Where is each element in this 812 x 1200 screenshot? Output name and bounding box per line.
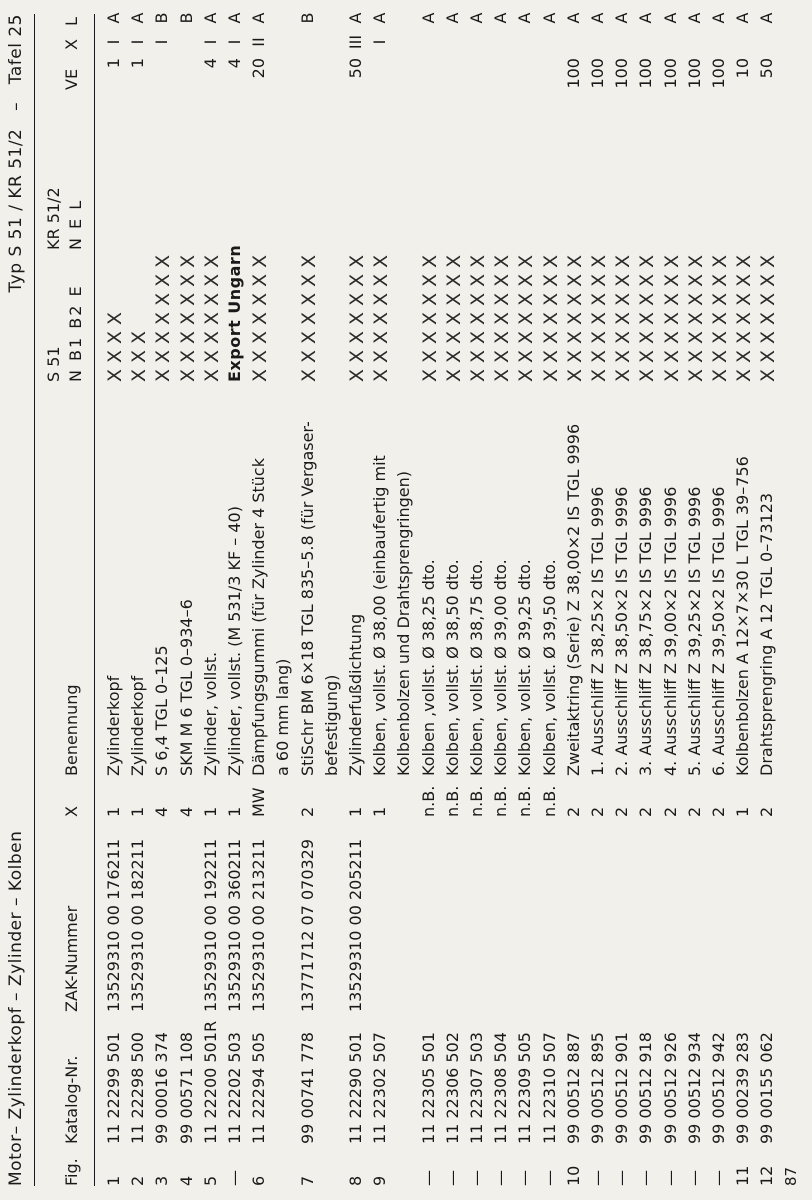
row-model-marks: XXXXXXX bbox=[636, 248, 659, 382]
row-qty: n.B. bbox=[442, 785, 462, 817]
row-benennung: 3. Ausschliff Z 38,75×2 IS TGL 9996 bbox=[636, 486, 656, 776]
row-qty: 1 bbox=[370, 806, 390, 817]
row-l: A bbox=[491, 12, 511, 24]
row-model-marks: XXXXXXX bbox=[491, 248, 514, 382]
row-benennung: 4. Ausschliff Z 39,00×2 IS TGL 9996 bbox=[660, 486, 680, 776]
table-row bbox=[709, 0, 731, 1200]
row-l: A bbox=[418, 12, 438, 24]
col-xmark: X bbox=[62, 39, 81, 50]
row-model-marks: XXXXXXX bbox=[370, 248, 393, 382]
row-l: A bbox=[588, 12, 607, 24]
table-row bbox=[564, 0, 586, 1200]
row-l: A bbox=[636, 12, 656, 24]
row-benennung: SKM M 6 TGL 0–934–6 bbox=[176, 599, 196, 776]
row-benennung: 1. Ausschliff Z 38,25×2 IS TGL 9996 bbox=[588, 486, 607, 776]
row-l: A bbox=[757, 12, 777, 24]
row-fig: 9 bbox=[370, 1175, 390, 1186]
row-fig: — bbox=[442, 1170, 462, 1186]
row-benennung: Kolben, vollst. Ø 38,50 dto. bbox=[442, 559, 462, 776]
col-zak: ZAK-Nummer bbox=[62, 905, 81, 1012]
row-ve: 100 bbox=[588, 58, 607, 89]
row-ve: 1 bbox=[104, 58, 123, 69]
row-katalog: 11 22290 501 bbox=[346, 1032, 365, 1144]
row-x: I bbox=[128, 39, 148, 45]
row-fig: — bbox=[491, 1170, 511, 1186]
row-fig: 2 bbox=[128, 1175, 148, 1186]
page-subtitle: Typ S 51 / KR 51/2 – Tafel 25 bbox=[6, 14, 26, 293]
row-qty: 4 bbox=[176, 806, 196, 817]
row-benennung: Zylinderkopf bbox=[104, 675, 123, 776]
row-benennung: Kolbenbolzen A 12×7×30 L TGL 39–756 bbox=[733, 456, 753, 776]
row-x: I bbox=[370, 39, 390, 45]
row-benennung: Zylinderfußdichtung bbox=[346, 613, 365, 776]
page-title: Motor– Zylinderkopf – Zylinder – Kolben bbox=[6, 830, 26, 1186]
row-model-marks: XXXXXXX bbox=[346, 248, 368, 382]
row-ve: 4 bbox=[225, 58, 244, 69]
table-row bbox=[491, 0, 513, 1200]
row-fig: 12 bbox=[757, 1165, 777, 1186]
row-katalog: 11 22294 505 bbox=[249, 1032, 269, 1144]
row-l: A bbox=[346, 12, 365, 24]
row-ve: 100 bbox=[563, 58, 583, 89]
row-qty: n.B. bbox=[491, 785, 511, 817]
row-katalog: 99 00571 108 bbox=[176, 1032, 196, 1144]
row-l: B bbox=[297, 12, 317, 24]
row-qty: 2 bbox=[684, 806, 704, 817]
row-zak: 13529310 00 360211 bbox=[225, 838, 244, 1012]
table-row bbox=[177, 0, 199, 1200]
row-model-marks: XXXXXXX bbox=[660, 248, 683, 382]
row-fig: — bbox=[709, 1170, 728, 1186]
row-katalog: 99 00512 895 bbox=[588, 1032, 607, 1144]
row-katalog: 99 00239 283 bbox=[733, 1032, 753, 1144]
row-l: A bbox=[128, 12, 148, 24]
row-benennung: Kolben, vollst. Ø 39,50 dto. bbox=[539, 559, 559, 776]
row-l: A bbox=[200, 12, 220, 24]
row-qty: 1 bbox=[128, 806, 148, 817]
table-row bbox=[612, 0, 634, 1200]
row-benennung: 2. Ausschliff Z 38,50×2 IS TGL 9996 bbox=[612, 486, 632, 776]
row-ve: 1 bbox=[128, 58, 148, 69]
row-katalog: 11 22305 501 bbox=[418, 1032, 438, 1144]
table-row bbox=[685, 0, 707, 1200]
row-katalog: 11 22299 501 bbox=[104, 1032, 123, 1144]
row-fig: 5 bbox=[200, 1175, 220, 1186]
row-l: A bbox=[733, 12, 753, 24]
row-l: A bbox=[684, 12, 704, 24]
row-model-marks: XXXXXXX bbox=[757, 248, 780, 382]
row-x: II bbox=[249, 37, 269, 47]
row-ve: 100 bbox=[612, 58, 632, 89]
table-row bbox=[540, 0, 562, 1200]
col-kr51: KR 51/2 bbox=[44, 187, 63, 250]
row-l: A bbox=[563, 12, 583, 24]
row-l: A bbox=[225, 12, 244, 24]
row-l: A bbox=[370, 12, 390, 24]
table-row bbox=[273, 0, 295, 1200]
table-row bbox=[104, 0, 126, 1200]
row-katalog: 11 22308 504 bbox=[491, 1032, 511, 1144]
row-katalog: 99 00512 918 bbox=[636, 1032, 656, 1144]
col-kr51-sub: N E L bbox=[66, 198, 85, 250]
row-benennung: Kolben, vollst. Ø 38,75 dto. bbox=[467, 559, 486, 776]
row-katalog: 99 00741 778 bbox=[297, 1032, 317, 1144]
table-row bbox=[588, 0, 610, 1200]
row-fig: 3 bbox=[152, 1175, 172, 1186]
table-row bbox=[443, 0, 465, 1200]
row-model-marks: XXXXXXX bbox=[612, 248, 635, 382]
row-ve: 20 bbox=[249, 58, 269, 79]
row-qty: 1 bbox=[346, 806, 365, 817]
row-model-marks: XXXXXXX bbox=[152, 248, 175, 382]
row-qty: MW bbox=[249, 787, 269, 817]
row-qty: n.B. bbox=[515, 785, 535, 817]
row-benennung: Kolben ,vollst. Ø 38,25 dto. bbox=[418, 559, 438, 776]
row-qty: 1 bbox=[200, 806, 220, 817]
row-fig: — bbox=[225, 1170, 244, 1186]
row-zak: 13529310 00 182211 bbox=[128, 838, 148, 1012]
row-x: I bbox=[200, 39, 220, 45]
row-fig: 7 bbox=[297, 1175, 317, 1186]
row-x: III bbox=[346, 34, 365, 50]
row-qty: 2 bbox=[660, 806, 680, 817]
row-ve: 100 bbox=[684, 58, 704, 89]
row-zak: 13529310 00 176211 bbox=[104, 838, 123, 1012]
table-row bbox=[636, 0, 658, 1200]
row-benennung: Zweitaktring (Serie) Z 38,00×2 IS TGL 9996 bbox=[563, 423, 583, 776]
row-x: I bbox=[152, 39, 172, 45]
row-katalog: 11 22310 507 bbox=[539, 1032, 559, 1144]
row-benennung: Zylinder, vollst. (M 531/3 KF – 40) bbox=[225, 506, 244, 776]
row-qty: 2 bbox=[757, 806, 777, 817]
row-l: B bbox=[176, 12, 196, 24]
row-l: A bbox=[660, 12, 680, 24]
row-katalog: 99 00512 901 bbox=[612, 1032, 632, 1144]
row-benennung: Drahtsprengring A 12 TGL 0–73123 bbox=[757, 492, 777, 776]
table-row bbox=[733, 0, 755, 1200]
row-fig: 11 bbox=[733, 1165, 753, 1186]
row-fig: — bbox=[636, 1170, 656, 1186]
row-model-marks: XXXX bbox=[104, 305, 126, 382]
row-fig: — bbox=[684, 1170, 704, 1186]
table-row bbox=[515, 0, 537, 1200]
row-model-marks: XXXXXXX bbox=[418, 248, 441, 382]
row-model-marks: XXX bbox=[128, 324, 151, 382]
row-l: A bbox=[515, 12, 535, 24]
row-katalog: 11 22307 503 bbox=[467, 1032, 486, 1144]
row-qty: n.B. bbox=[418, 785, 438, 817]
row-qty: 2 bbox=[297, 806, 317, 817]
table-row bbox=[467, 0, 489, 1200]
header-divider bbox=[34, 14, 35, 1186]
row-model-marks: XXXXXXX bbox=[539, 248, 562, 382]
table-row bbox=[152, 0, 174, 1200]
row-katalog: 99 00512 887 bbox=[563, 1032, 583, 1144]
row-katalog: 11 22298 500 bbox=[128, 1032, 148, 1144]
row-qty: 2 bbox=[588, 806, 607, 817]
row-zak: 13529310 00 192211 bbox=[200, 838, 220, 1012]
row-qty: 2 bbox=[563, 806, 583, 817]
row-l: A bbox=[442, 12, 462, 24]
row-model-marks: XXXXXXX bbox=[684, 248, 707, 382]
col-x: X bbox=[62, 806, 81, 817]
col-s51: S 51 bbox=[44, 346, 63, 382]
table-row bbox=[128, 0, 150, 1200]
row-zak: 13771712 07 070329 bbox=[297, 838, 317, 1012]
row-model-marks: XXXXXXX bbox=[200, 248, 223, 382]
row-model-marks: XXXXXXX bbox=[467, 248, 489, 382]
row-ve: 10 bbox=[733, 58, 753, 79]
row-ve: 50 bbox=[757, 58, 777, 79]
row-benennung: Zylinder, vollst. bbox=[200, 651, 220, 776]
row-benennung: a 60 mm lang) bbox=[273, 658, 293, 776]
row-benennung: Kolben, vollst. Ø 39,25 dto. bbox=[515, 559, 535, 776]
row-benennung: S 6,4 TGL 0–125 bbox=[152, 645, 172, 776]
row-l: A bbox=[539, 12, 559, 24]
row-katalog: 11 22302 507 bbox=[370, 1032, 390, 1144]
row-benennung: Kolben, vollst. Ø 39,00 dto. bbox=[491, 559, 511, 776]
row-ve: 100 bbox=[660, 58, 680, 89]
row-l: A bbox=[104, 12, 123, 24]
row-fig: 6 bbox=[249, 1175, 269, 1186]
row-x: I bbox=[225, 39, 244, 45]
row-x: I bbox=[104, 39, 123, 45]
row-ve: 50 bbox=[346, 58, 365, 79]
row-katalog: 99 00512 942 bbox=[709, 1032, 728, 1144]
table-row bbox=[225, 0, 247, 1200]
row-fig: 10 bbox=[563, 1165, 583, 1186]
row-katalog: 99 00155 062 bbox=[757, 1032, 777, 1144]
table-row bbox=[346, 0, 368, 1200]
row-fig: 4 bbox=[176, 1175, 196, 1186]
row-katalog: 99 00016 374 bbox=[152, 1032, 172, 1144]
row-benennung: Dämpfungsgummi (für Zylinder 4 Stück bbox=[249, 458, 269, 776]
row-katalog: 99 00512 926 bbox=[660, 1032, 680, 1144]
row-fig: — bbox=[660, 1170, 680, 1186]
row-l: A bbox=[249, 12, 269, 24]
row-model-marks: XXXXXXX bbox=[297, 248, 320, 382]
row-fig: — bbox=[467, 1170, 486, 1186]
row-model-marks: XXXXXXX bbox=[733, 248, 756, 382]
row-qty: 2 bbox=[636, 806, 656, 817]
col-fig: Fig. bbox=[62, 1158, 81, 1186]
table-row bbox=[322, 0, 344, 1200]
row-katalog: 11 22309 505 bbox=[515, 1032, 535, 1144]
row-l: A bbox=[709, 12, 728, 24]
col-ve: VE bbox=[62, 68, 81, 90]
row-fig: — bbox=[612, 1170, 632, 1186]
row-model-marks: XXXXXXX bbox=[515, 248, 538, 382]
row-qty: 2 bbox=[612, 806, 632, 817]
row-fig: 1 bbox=[104, 1175, 123, 1186]
row-fig: — bbox=[539, 1170, 559, 1186]
row-katalog: 11 22200 501R bbox=[200, 1020, 220, 1144]
table-row bbox=[201, 0, 223, 1200]
row-qty: 4 bbox=[152, 806, 172, 817]
row-fig: — bbox=[515, 1170, 535, 1186]
row-qty: n.B. bbox=[467, 785, 486, 817]
row-model-marks: XXXXXXX bbox=[709, 248, 731, 382]
table-row bbox=[370, 0, 392, 1200]
row-qty: n.B. bbox=[539, 785, 559, 817]
table-row bbox=[661, 0, 683, 1200]
table-header-divider bbox=[94, 14, 95, 1186]
row-model-marks: XXXXXXX bbox=[588, 248, 610, 382]
row-qty: 2 bbox=[709, 806, 728, 817]
row-ve: 100 bbox=[636, 58, 656, 89]
row-benennung: 5. Ausschliff Z 39,25×2 IS TGL 9996 bbox=[684, 486, 704, 776]
row-benennung: Kolbenbolzen und Drahtsprengringen) bbox=[394, 471, 414, 776]
row-katalog: 99 00512 934 bbox=[684, 1032, 704, 1144]
row-katalog: 11 22306 502 bbox=[442, 1032, 462, 1144]
row-katalog: 11 22202 503 bbox=[225, 1032, 244, 1144]
row-benennung: befestigung) bbox=[321, 674, 341, 776]
row-export-note: Export Ungarn bbox=[225, 244, 244, 382]
row-zak: 13529310 00 205211 bbox=[346, 838, 365, 1012]
table-row bbox=[757, 0, 779, 1200]
col-benennung: Benennung bbox=[62, 684, 81, 776]
row-ve: 100 bbox=[709, 58, 728, 89]
row-fig: — bbox=[418, 1170, 438, 1186]
row-fig: — bbox=[588, 1170, 607, 1186]
page-number: 87 bbox=[782, 1166, 800, 1186]
row-model-marks: XXXXXXX bbox=[176, 248, 199, 382]
row-ve: 4 bbox=[200, 58, 220, 69]
col-l: L bbox=[62, 17, 81, 26]
table-row bbox=[419, 0, 441, 1200]
row-l: A bbox=[612, 12, 632, 24]
table-row bbox=[249, 0, 271, 1200]
row-benennung: Kolben, vollst. Ø 38,00 (einbaufertig mit bbox=[370, 455, 390, 776]
row-model-marks: XXXXXXX bbox=[249, 248, 272, 382]
row-fig: 8 bbox=[346, 1175, 365, 1186]
row-qty: 1 bbox=[733, 806, 753, 817]
row-benennung: StiSchr BM 6×18 TGL 835–5.8 (für Vergaser- bbox=[297, 421, 317, 776]
table-row bbox=[394, 0, 416, 1200]
row-qty: 1 bbox=[225, 806, 244, 817]
row-l: A bbox=[467, 12, 486, 24]
col-katalog: Katalog-Nr. bbox=[62, 1055, 81, 1144]
row-model-marks: XXXXXXX bbox=[442, 248, 465, 382]
table-row bbox=[298, 0, 320, 1200]
col-s51-sub: N B1 B2 E bbox=[66, 284, 85, 382]
row-benennung: 6. Ausschliff Z 39,50×2 IS TGL 9996 bbox=[709, 486, 728, 776]
row-zak: 13529310 00 213211 bbox=[249, 838, 269, 1012]
row-model-marks: XXXXXXX bbox=[563, 248, 586, 382]
row-l: B bbox=[152, 12, 172, 24]
row-benennung: Zylinderkopf bbox=[128, 675, 148, 776]
row-qty: 1 bbox=[104, 806, 123, 817]
